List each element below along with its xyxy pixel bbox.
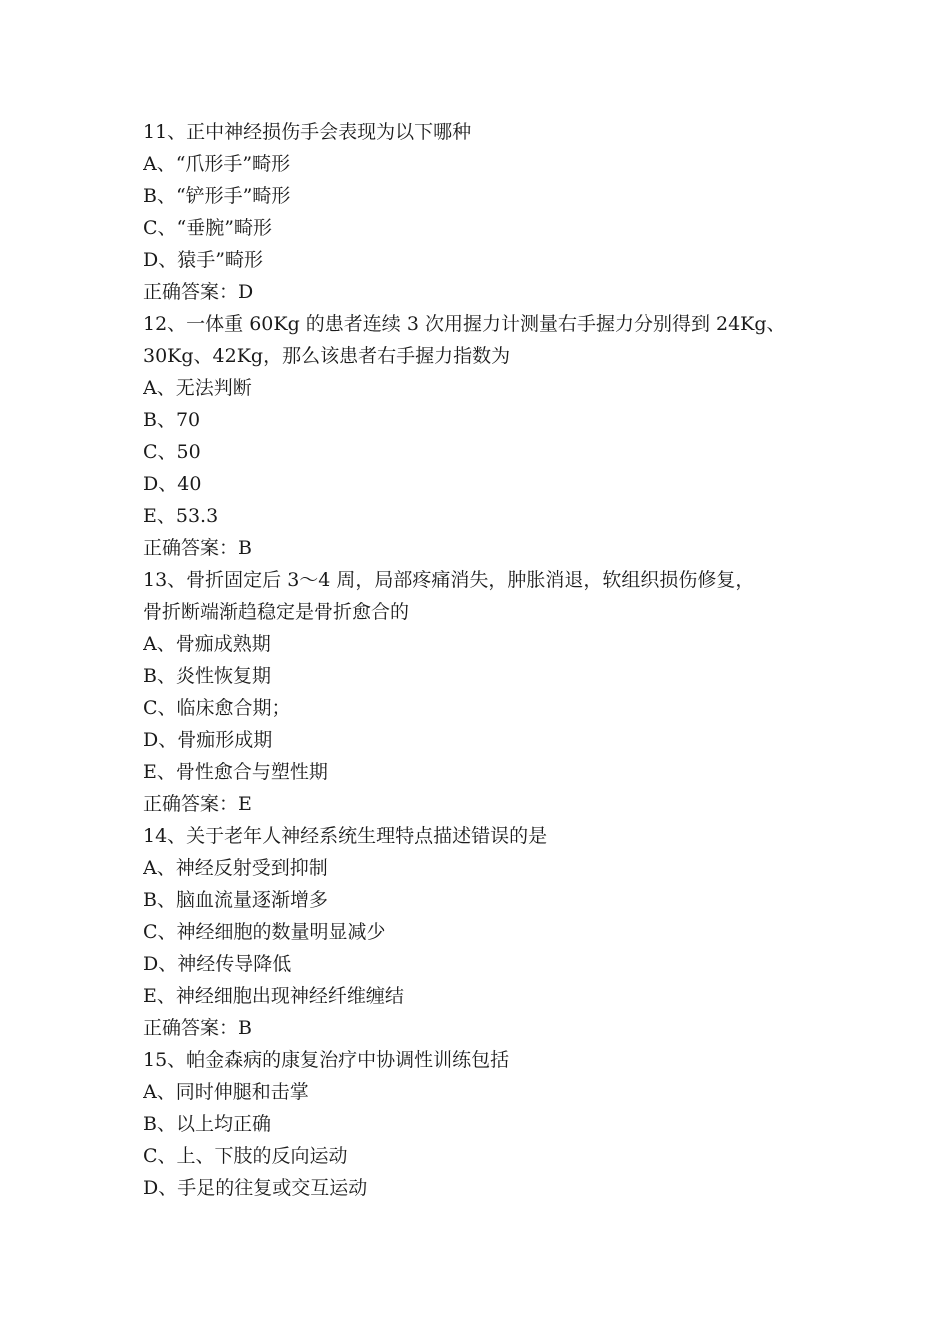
question-stem: 12、一体重 60Kg 的患者连续 3 次用握力计测量右手握力分别得到 24Kg、 [143,313,786,335]
question-14 [143,820,823,1044]
question-13 [143,564,823,820]
option-c: C、临床愈合期； [143,697,291,719]
option-b: B、脑血流量逐渐增多 [143,889,328,911]
question-stem: 14、关于老年人神经系统生理特点描述错误的是 [143,825,548,847]
question-12 [143,308,823,564]
option-d: D、神经传导降低 [143,953,292,975]
option-d: D、猿手”畸形 [143,249,263,271]
option-e: E、53.3 [143,505,219,527]
question-11 [143,116,823,308]
question-stem-continued: 30Kg、42Kg，那么该患者右手握力指数为 [143,345,511,367]
option-d: D、骨痂形成期 [143,729,273,751]
option-a: A、骨痂成熟期 [143,633,271,655]
option-b: B、以上均正确 [143,1113,271,1135]
question-stem-continued: 骨折断端渐趋稳定是骨折愈合的 [143,601,410,623]
option-e: E、骨性愈合与塑性期 [143,761,328,783]
correct-answer: 正确答案：D [143,281,254,303]
option-b: B、“铲形手”畸形 [143,185,291,207]
question-stem: 11、正中神经损伤手会表现为以下哪种 [143,121,472,143]
option-e: E、神经细胞出现神经纤维缠结 [143,985,404,1007]
option-a: A、“爪形手”畸形 [143,153,291,175]
option-c: C、50 [143,441,201,463]
option-b: B、炎性恢复期 [143,665,271,687]
option-c: C、神经细胞的数量明显减少 [143,921,386,943]
document-page [143,116,823,1204]
question-15 [143,1044,823,1204]
option-a: A、神经反射受到抑制 [143,857,328,879]
option-b: B、70 [143,409,201,431]
option-c: C、“垂腕”畸形 [143,217,272,239]
correct-answer: 正确答案：B [143,1017,252,1039]
question-stem: 15、帕金森病的康复治疗中协调性训练包括 [143,1049,510,1071]
option-d: D、40 [143,473,202,495]
option-c: C、上、下肢的反向运动 [143,1145,348,1167]
option-a: A、无法判断 [143,377,252,399]
option-d: D、手足的往复或交互运动 [143,1177,368,1199]
option-a: A、同时伸腿和击掌 [143,1081,309,1103]
correct-answer: 正确答案：B [143,537,252,559]
correct-answer: 正确答案：E [143,793,252,815]
question-stem: 13、骨折固定后 3～4 周，局部疼痛消失，肿胀消退，软组织损伤修复， [143,569,755,591]
